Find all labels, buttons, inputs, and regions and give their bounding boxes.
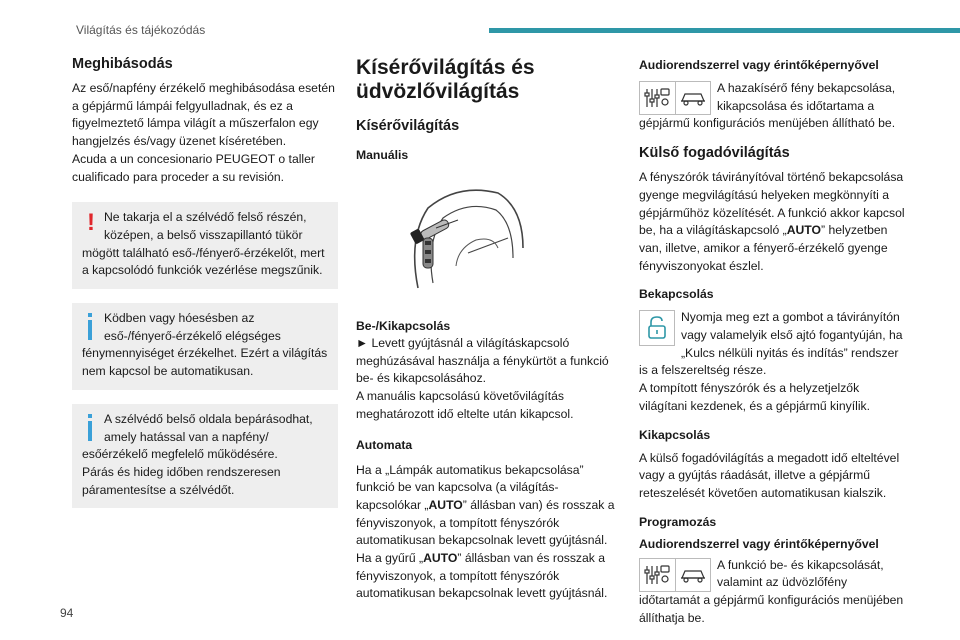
heading-bekapcsolas: Bekapcsolás xyxy=(639,287,714,302)
paragraph-automata xyxy=(356,462,618,604)
automata-text-3: ” állásban van és rosszak a fényviszonyok, a tompított fényszórók automatikusan bekapcsolnak levett gyújtásnál. xyxy=(356,551,608,601)
heading-manualis: Manuális xyxy=(356,148,409,162)
warning-icon: ! xyxy=(87,209,95,237)
heading-meghibasodas: Meghibásodás xyxy=(72,56,173,72)
paragraph-kulso-fogadovilagitas xyxy=(639,169,905,275)
bekapcsolas-block xyxy=(639,309,905,415)
info-note-2 xyxy=(72,404,338,509)
column-middle xyxy=(356,50,618,603)
heading-audio-1: Audiorendszerrel vagy érintőképernyővel xyxy=(639,58,879,72)
paragraph-kikapcsolas: A külső fogadóvilágítás a megadott idő elteltével vagy a gyújtás ráadását, illetve a gépjármű reteszelését követően automatikusan kialszik. xyxy=(639,450,900,500)
menu-icon-pair xyxy=(639,81,711,115)
settings-menu-icon xyxy=(640,82,675,114)
paragraph-bekapcsolas: Nyomja meg ezt a gombot a távirányítón vagy valamelyik első ajtó fogantyúján, ha „Kulcs nélküli nyitás és indítás” rendszer is a felszereltség része. A tompított fényszórók és a helyzetjelzők világítani kezdenek, és a gépjármű kinyílik. xyxy=(639,310,903,413)
heading-be-kikapcsolas: Be-/Kikapcsolás xyxy=(356,319,451,333)
menu-icon-pair xyxy=(639,558,711,592)
info-icon xyxy=(82,310,100,342)
automata-auto-1: AUTO xyxy=(428,497,463,512)
automata-auto-2: AUTO xyxy=(423,551,458,566)
warning-note-text: Ne takarja el a szélvédő felső részén, középen, a belső visszapillantó tükör mögött található eső-/fényerő-érzékelőt, mert a kapcsolódó funkciók vezérlése megszűnik. xyxy=(82,210,325,278)
info-note-2-text: A szélvédő belső oldala bepárásodhat, amely hatással van a napfény/ esőérzékelő megfelelő működésére. Párás és hideg időben rendszeresen páramentesítse a szélvédőt. xyxy=(82,411,313,497)
column-right xyxy=(639,50,905,627)
paragraph-audio-2: A funkció be- és kikapcsolását, valamint az üdvözlőfény időtartamát a gépjármű konfigurációs menüjében állíthatja be. xyxy=(639,557,904,625)
heading-programozas: Programozás xyxy=(639,514,717,529)
paragraph-meghibasodas: Az eső/napfény érzékelő meghibásodása esetén a gépjármű lámpái felgyulladnak, és ez a figyelmeztető lámpa világít a műszerfalon egy hangjelzés és/vagy üzenet kíséretében. Acuda a un concesionario PEUGEOT o taller cualificado para proceder a su revisión. xyxy=(72,81,335,184)
settings-menu-icon xyxy=(640,559,675,591)
info-note-1 xyxy=(72,303,338,390)
page-number: 94 xyxy=(60,606,74,620)
section-accent-bar xyxy=(489,28,960,33)
ext-auto: AUTO xyxy=(786,223,822,238)
ext-text-1: A fényszórók távirányítóval történő bekapcsolása gyenge megvilágítású helyeken megkönnyíti a gépjárműhöz közelítését. A funkció akkor kapcsol be, ha a világításkapcsoló „ xyxy=(639,170,905,238)
warning-note xyxy=(72,202,338,289)
heading-automata: Automata xyxy=(356,437,413,452)
paragraph-be-kikapcsolas: ► Levett gyújtásnál a világításkapcsoló meghúzásával használja a fénykürtöt a funkció be- és kikapcsolásához. A manuális kapcsolású követővilágítás meghatározott idő eltelte után kikapcsol. xyxy=(356,336,609,421)
audio-block-1 xyxy=(639,80,905,133)
ext-text-2: ” helyzetben van, illetve, amikor a fényerő-érzékelő gyenge fényviszonyokat észlel. xyxy=(639,223,888,273)
section-title: Világítás és tájékozódás xyxy=(76,23,206,37)
heading-audio-2: Audiorendszerrel vagy érintőképernyővel xyxy=(639,536,879,551)
page-title: Kísérővilágítás és üdvözlővilágítás xyxy=(356,56,535,103)
car-icon xyxy=(675,559,710,591)
info-icon xyxy=(82,411,100,443)
heading-kikapcsolas: Kikapcsolás xyxy=(639,427,711,442)
audio-block-2 xyxy=(639,557,905,628)
automata-text-1: Ha a „Lámpák automatikus bekapcsolása” funkció be van kapcsolva (a világítás-kapcsolókar „ xyxy=(356,462,584,512)
paragraph-audio-1: A hazakísérő fény bekapcsolása, kikapcsolása és időtartama a gépjármű konfigurációs menüjében állítható be. xyxy=(639,81,896,131)
automata-text-2: ” állásban van) és rosszak a fényviszonyok, a tompított fényszórók automatikusan bekapcsolnak levett gyújtásnál. Ha a gyűrű „ xyxy=(356,497,615,566)
column-left xyxy=(72,50,338,508)
car-icon xyxy=(675,82,710,114)
heading-kulso-fogadovilagitas: Külső fogadóvilágítás xyxy=(639,145,790,162)
light-stalk-illustration xyxy=(398,178,528,298)
heading-kiserovilagitas: Kísérővilágítás xyxy=(356,118,460,134)
info-note-1-text: Ködben vagy hóesésben az eső-/fényerő-érzékelő elégséges fénymennyiséget érzékelhet. Ezért a világítás nem kapcsol be automatikusan. xyxy=(82,311,328,379)
unlock-icon xyxy=(639,310,675,346)
